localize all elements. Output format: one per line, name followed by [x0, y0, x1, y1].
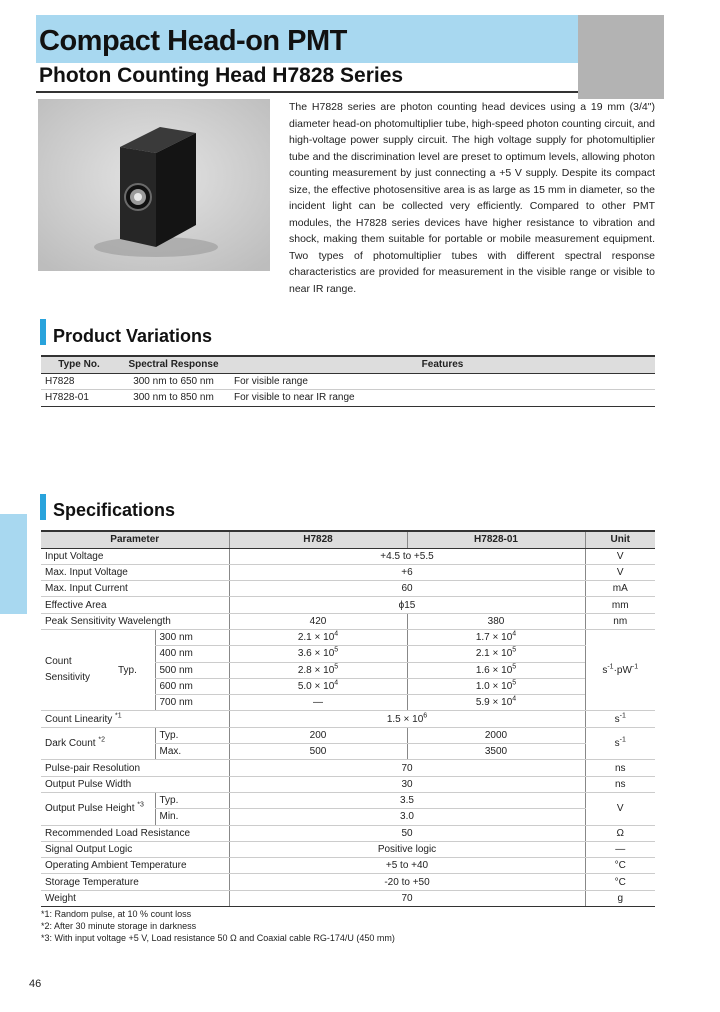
param-label: Weight — [41, 890, 229, 906]
param-label: Peak Sensitivity Wavelength — [41, 613, 229, 629]
value-text: 1.0 × 10 — [475, 681, 513, 693]
value-text: 1.6 × 10 — [475, 664, 513, 676]
value-text: 5.9 × 10 — [475, 697, 513, 709]
column-header: H7828-01 — [407, 531, 585, 548]
param-label — [41, 711, 229, 727]
value-text: 1.7 × 10 — [475, 632, 513, 644]
value-exp: 4 — [334, 679, 339, 687]
page-subtitle: Photon Counting Head H7828 Series — [39, 64, 404, 87]
value-exp: 5 — [512, 647, 517, 655]
typ-label: Typ. — [155, 792, 229, 808]
param-label: Max. Input Voltage — [41, 564, 229, 580]
param-value: 3.5 — [229, 792, 585, 808]
footnote: *2: After 30 minute storage in darkness — [41, 921, 197, 931]
param-label: Input Voltage — [41, 548, 229, 564]
param-unit: — — [585, 841, 655, 857]
wavelength-label: 500 nm — [155, 662, 229, 678]
param-value: 30 — [229, 776, 585, 792]
param-unit: ns — [585, 760, 655, 776]
param-label — [41, 792, 155, 825]
param-unit: V — [585, 548, 655, 564]
param-unit: °C — [585, 874, 655, 890]
param-value: 70 — [229, 760, 585, 776]
unit-exp: -1 — [619, 712, 626, 720]
value-exp: 4 — [334, 630, 339, 638]
unit-text: s — [614, 738, 620, 750]
table-cell: H7828-01 — [41, 390, 117, 407]
table-row — [41, 373, 655, 390]
table-row — [41, 792, 655, 808]
table-row — [41, 581, 655, 597]
table-row — [41, 727, 655, 743]
param-unit: °C — [585, 858, 655, 874]
param-label — [41, 629, 114, 710]
footnotes — [41, 908, 395, 944]
param-value: 70 — [229, 890, 585, 906]
sensitivity-h7828 — [229, 695, 407, 711]
footnote-ref: *1 — [115, 712, 122, 720]
param-unit: nm — [585, 613, 655, 629]
value-text: — — [313, 697, 323, 709]
footnote: *1: Random pulse, at 10 % count loss — [41, 909, 192, 919]
param-label: Recommended Load Resistance — [41, 825, 229, 841]
unit-exp: -1 — [619, 736, 626, 744]
wavelength-label: 700 nm — [155, 695, 229, 711]
sensitivity-h7828-01 — [407, 629, 585, 645]
table-cell: 300 nm to 650 nm — [117, 373, 230, 390]
table-row — [41, 841, 655, 857]
param-label: Pulse-pair Resolution — [41, 760, 229, 776]
sensitivity-h7828 — [229, 662, 407, 678]
column-header: Spectral Response — [117, 356, 230, 373]
table-cell: For visible to near IR range — [230, 390, 655, 407]
column-header: Unit — [585, 531, 655, 548]
table-cell: H7828 — [41, 373, 117, 390]
section-title-specifications: Specifications — [53, 500, 176, 520]
wavelength-label: 400 nm — [155, 646, 229, 662]
sensitivity-h7828-01 — [407, 678, 585, 694]
unit-text: s — [614, 713, 620, 725]
unit-exp: -1 — [631, 663, 639, 671]
param-value: Positive logic — [229, 841, 585, 857]
param-value: 60 — [229, 581, 585, 597]
table-row — [41, 548, 655, 564]
table-header-row — [41, 531, 655, 548]
param-unit: Ω — [585, 825, 655, 841]
param-unit: mm — [585, 597, 655, 613]
value-text: 1.5 × 10 — [386, 713, 424, 725]
sensitivity-h7828-01 — [407, 662, 585, 678]
value-text: 2.8 × 10 — [297, 664, 335, 676]
footnote: *3: With input voltage +5 V, Load resistance 50 Ω and Coaxial cable RG-174/U (450 mm) — [41, 933, 395, 943]
value-exp: 4 — [512, 630, 517, 638]
param-label: Storage Temperature — [41, 874, 229, 890]
value-exp: 5 — [334, 647, 339, 655]
value-exp: 5 — [512, 679, 517, 687]
product-variations-table — [41, 355, 655, 407]
param-label: Operating Ambient Temperature — [41, 858, 229, 874]
table-cell: 300 nm to 850 nm — [117, 390, 230, 407]
param-unit — [585, 629, 655, 710]
label-line: Sensitivity — [45, 672, 91, 684]
unit-text: ·pW — [613, 664, 632, 676]
value-text: 5.0 × 10 — [297, 681, 335, 693]
label-text: Output Pulse Height — [45, 803, 135, 815]
param-unit — [585, 711, 655, 727]
param-value: +4.5 to +5.5 — [229, 548, 585, 564]
table-row — [41, 629, 655, 645]
value-exp: 5 — [334, 663, 339, 671]
unit-exp: -1 — [607, 663, 614, 671]
param-label: Max. Input Current — [41, 581, 229, 597]
param-unit — [585, 727, 655, 760]
param-unit: V — [585, 564, 655, 580]
sensitivity-h7828 — [229, 629, 407, 645]
label-line: Count — [45, 656, 72, 668]
column-header: H7828 — [229, 531, 407, 548]
intro-paragraph: The H7828 series are photon counting head devices using a 19 mm (3/4") diameter head-on photomultiplier tube, high-speed photon counting circuit, and high-voltage power supply circuit. The high voltage supply for photomultiplier tube and the discrimination level are preset to optimum levels, allowing photon counting measurement by just connecting a +5 V supply. Despite its compact size, the effective photosensitive area is as large as 15 mm in diameter, so the incident light can be collected very efficiently. Compared to other PMT modules, the H7828 series devices have higher resistance to vibration and shock, making them suitable for portable or mobile measurement equipment. Two types of photomultiplier tubes with different spectral response characteristics are provided for measurement in the visible range or visible to near IR range. — [289, 101, 655, 295]
param-label — [41, 727, 155, 760]
param-value: 50 — [229, 825, 585, 841]
sensitivity-h7828-01 — [407, 695, 585, 711]
table-row — [41, 874, 655, 890]
param-label: Output Pulse Width — [41, 776, 229, 792]
footnote-ref: *3 — [137, 801, 144, 809]
table-row — [41, 760, 655, 776]
dark-count-max-h7828: 500 — [229, 744, 407, 760]
value-text: 2.1 × 10 — [297, 632, 335, 644]
min-label: Min. — [155, 809, 229, 825]
column-header: Type No. — [41, 356, 117, 373]
param-label: Signal Output Logic — [41, 841, 229, 857]
param-value — [229, 711, 585, 727]
column-header: Parameter — [41, 531, 229, 548]
table-row — [41, 825, 655, 841]
table-row — [41, 597, 655, 613]
header-gray-box — [578, 15, 664, 99]
dark-count-typ-h7828: 200 — [229, 727, 407, 743]
footnote-ref: *2 — [98, 736, 105, 744]
value-exp: 4 — [512, 695, 517, 703]
specifications-table — [41, 530, 655, 907]
value-text: 2.1 × 10 — [475, 648, 513, 660]
table-header-row — [41, 356, 655, 373]
dark-count-max-h7828-01: 3500 — [407, 744, 585, 760]
max-label: Max. — [155, 744, 229, 760]
page-title: Compact Head-on PMT — [39, 25, 347, 57]
table-row — [41, 858, 655, 874]
side-tab — [0, 514, 27, 614]
typ-label: Typ. — [114, 629, 155, 710]
section-marker — [40, 494, 46, 520]
param-value-h7828: 420 — [229, 613, 407, 629]
param-value: +5 to +40 — [229, 858, 585, 874]
param-value-h7828-01: 380 — [407, 613, 585, 629]
label-text: Count Linearity — [45, 713, 113, 725]
dark-count-typ-h7828-01: 2000 — [407, 727, 585, 743]
wavelength-label: 300 nm — [155, 629, 229, 645]
wavelength-label: 600 nm — [155, 678, 229, 694]
table-row — [41, 613, 655, 629]
param-value: 3.0 — [229, 809, 585, 825]
sensitivity-h7828 — [229, 646, 407, 662]
param-value: ϕ15 — [229, 597, 585, 613]
param-unit: mA — [585, 581, 655, 597]
param-unit: V — [585, 792, 655, 825]
param-value: +6 — [229, 564, 585, 580]
param-unit: ns — [585, 776, 655, 792]
value-text: 3.6 × 10 — [297, 648, 335, 660]
value-exp: 5 — [512, 663, 517, 671]
param-label: Effective Area — [41, 597, 229, 613]
typ-label: Typ. — [155, 727, 229, 743]
pmt-module-illustration — [38, 99, 270, 271]
section-marker — [40, 319, 46, 345]
param-value: -20 to +50 — [229, 874, 585, 890]
product-photo — [38, 99, 270, 271]
unit-text: s — [602, 664, 608, 676]
table-row — [41, 390, 655, 407]
sensitivity-h7828 — [229, 678, 407, 694]
table-row — [41, 890, 655, 906]
label-text: Dark Count — [45, 738, 96, 750]
table-row — [41, 564, 655, 580]
title-divider — [36, 91, 578, 93]
column-header: Features — [230, 356, 655, 373]
page-number: 46 — [29, 978, 42, 990]
sensitivity-h7828-01 — [407, 646, 585, 662]
param-unit: g — [585, 890, 655, 906]
table-row — [41, 711, 655, 727]
table-cell: For visible range — [230, 373, 655, 390]
value-exp: 6 — [423, 712, 428, 720]
table-row — [41, 776, 655, 792]
section-title-product-variations: Product Variations — [53, 326, 213, 346]
